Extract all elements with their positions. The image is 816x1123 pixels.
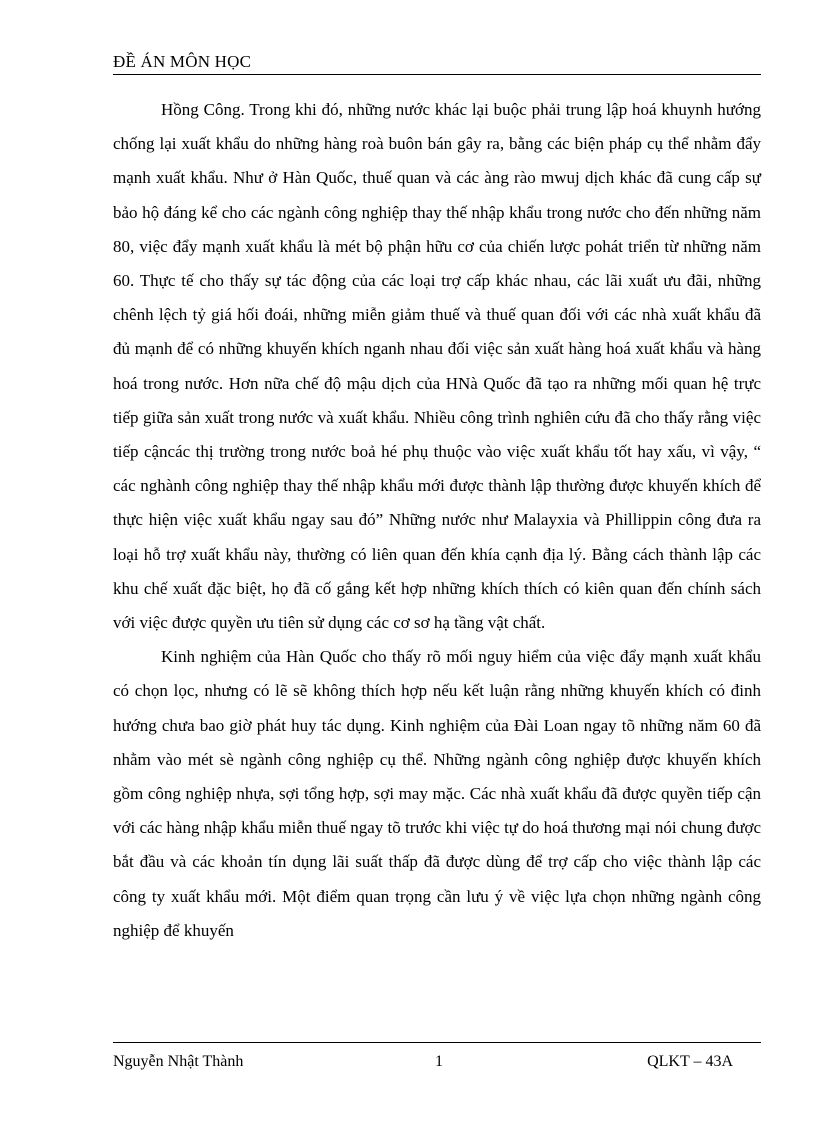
footer-page-number: 1	[435, 1053, 443, 1070]
header-title: ĐỀ ÁN MÔN HỌC	[113, 52, 252, 71]
page-header	[113, 52, 761, 75]
footer-class-code: QLKT – 43A	[647, 1053, 733, 1070]
paragraph-1: Hồng Công. Trong khi đó, những nước khác lại buộc phải trung lập hoá khuynh hướng chống lại xuất khẩu do những hàng roà buôn bán gây ra, bằng các biện pháp cụ thể nhằm đẩy mạnh xuất khẩu. Như ở Hàn Quốc, thuế quan và các àng rào mwuj dịch khác đã cung cấp sự bảo hộ đáng kể cho các ngành công nghiệp thay thế nhập khẩu trong nước cho đến những năm 80, việc đẩy mạnh xuất khẩu là mét bộ phận hữu cơ của chiến lược pohát triển từ những năm 60. Thực tế cho thấy sự tác động của các loại trợ cấp khác nhau, các lãi xuất ưu đãi, những chênh lệch tỷ giá hối đoái, những miễn giảm thuế và thuế quan đối với các nhà xuất khẩu đã đủ mạnh để có những khuyến khích nganh nhau đối việc sản xuất hàng hoá xuất khẩu và hàng hoá trong nước. Hơn nữa chế độ mậu dịch của HNà Quốc đã tạo ra những mối quan hệ trực tiếp giữa sản xuất trong nước và xuất khẩu. Nhiều công trình nghiên cứu đã cho thấy rằng việc tiếp cậncác thị trường trong nước boả hé phụ thuộc vào việc xuất khẩu tốt hay xấu, vì vậy, “ các nghành công nghiệp thay thế nhập khẩu mới được thành lập thường được khuyến khích để thực hiện việc xuất khẩu ngay sau đó” Những nước như Malayxia và Phillippin công đưa ra loại hỗ trợ xuất khẩu này, thường có liên quan đến khía cạnh địa lý. Bằng cách thành lập các khu chế xuất đặc biệt, họ đã cố gắng kết hợp những khích thích có kiên quan đến chính sách với việc được quyền ưu tiên sử dụng các cơ sơ hạ tầng vật chất.	[113, 100, 761, 633]
footer-author: Nguyễn Nhật Thành	[113, 1053, 244, 1070]
document-body	[113, 93, 761, 948]
paragraph-2: Kinh nghiệm của Hàn Quốc cho thấy rõ mối nguy hiểm của việc đẩy mạnh xuất khẩu có chọn lọc, nhưng có lẽ sẽ không thích hợp nếu kết luận rằng những khuyến khích có đinh hướng chưa bao giờ phát huy tác dụng. Kinh nghiệm của Đài Loan ngay tõ những năm 60 đã nhằm vào mét sè ngành công nghiệp cụ thể. Những ngành công nghiệp được khuyến khích gồm công nghiệp nhựa, sợi tổng hợp, sợi may mặc. Các nhà xuất khẩu đã được quyền tiếp cận với các hàng nhập khẩu miễn thuế ngay tõ trước khi việc tự do hoá thương mại nói chung được bắt đầu và các khoản tín dụng lãi suất thấp đã được dùng để trợ cấp cho việc thành lập các công ty xuất khẩu mới. Một điểm quan trọng cần lưu ý về việc lựa chọn những ngành công nghiệp để khuyến	[113, 647, 761, 940]
page-footer	[113, 1042, 761, 1083]
